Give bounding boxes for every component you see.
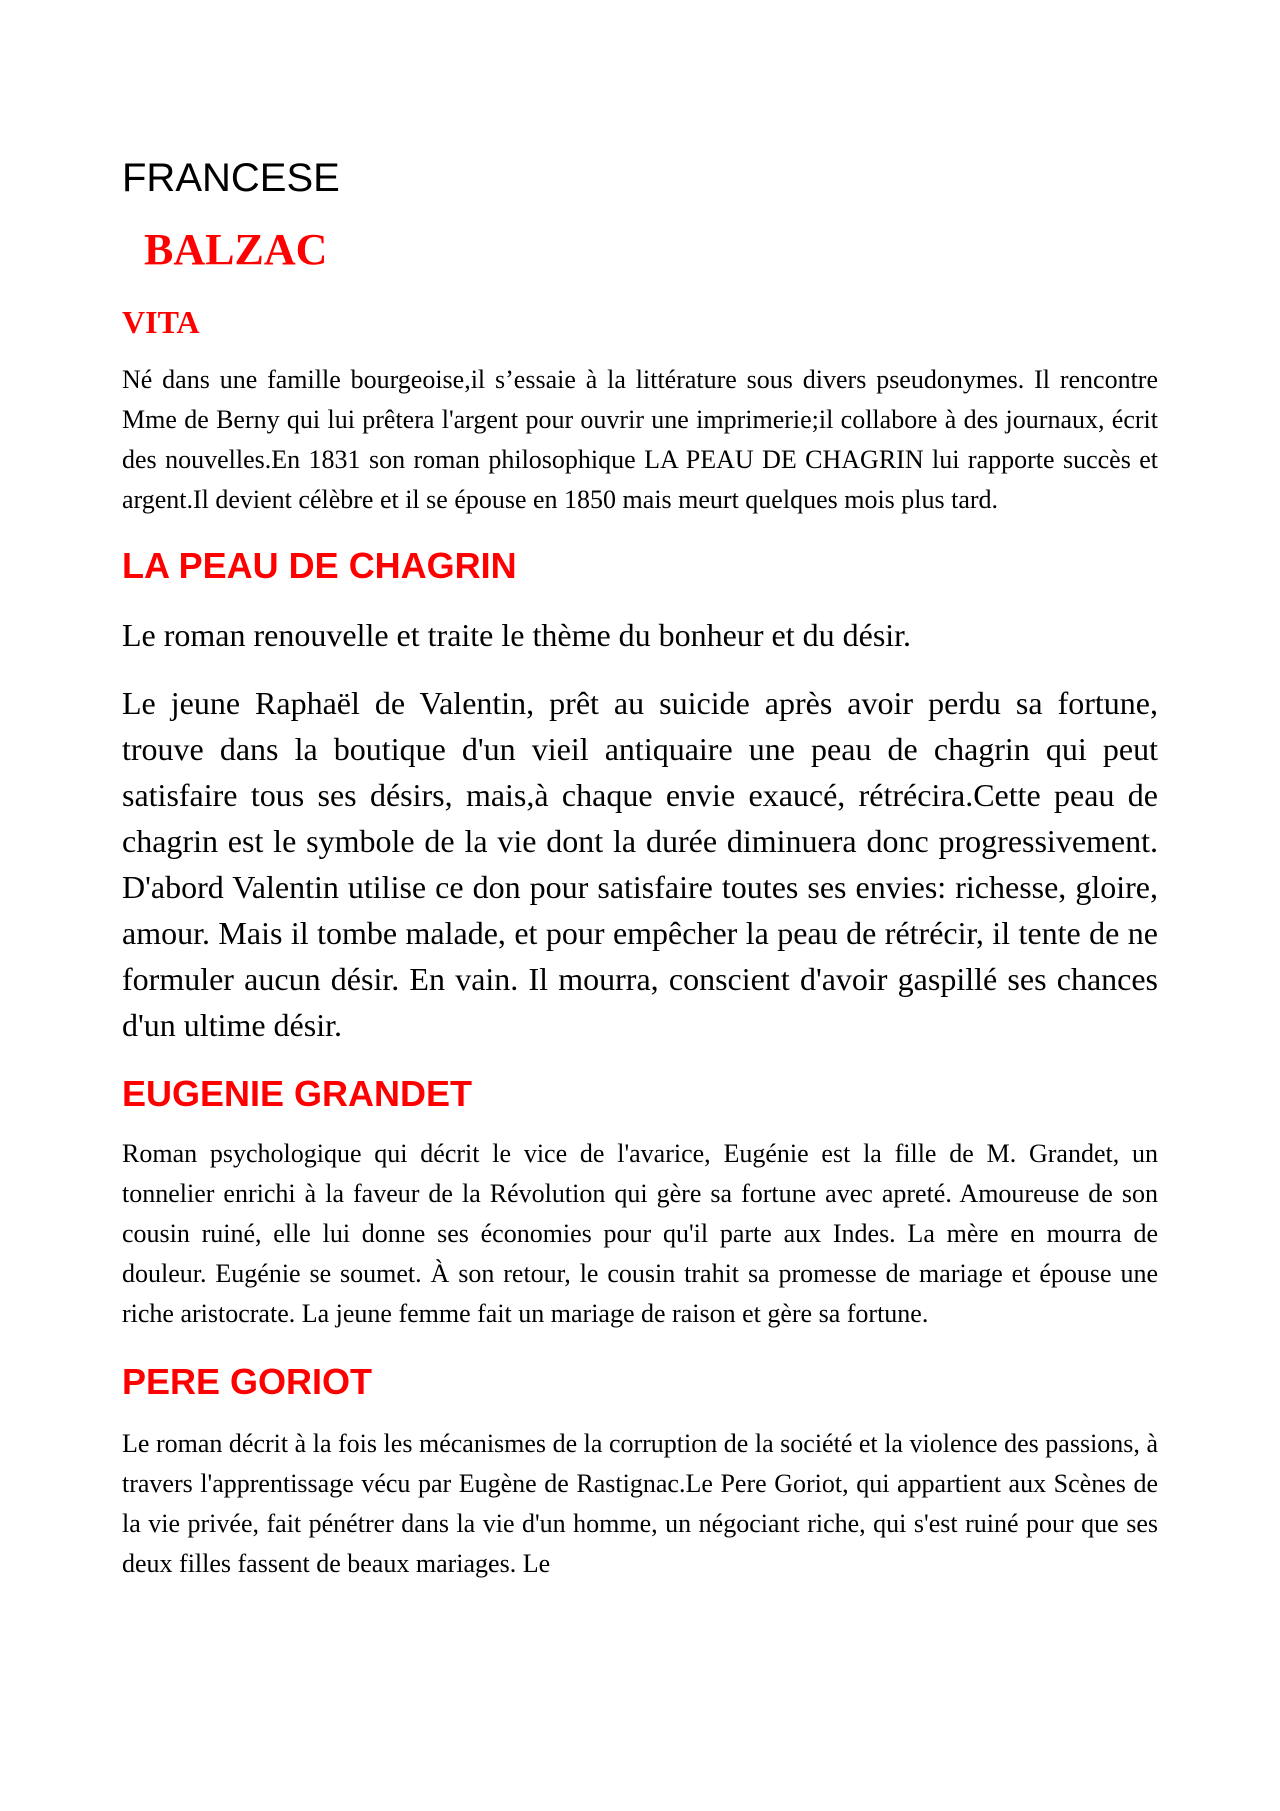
section-text-pere-goriot: Le roman décrit à la fois les mécanismes de la corruption de la société et la violence des passions, à travers l'apprentissage vécu par Eugène de Rastignac.Le Pere Goriot, qui appartient aux Scènes de la vie privée, fait pénétrer dans la vie d'un homme, un négociant riche, qui s'est ruiné pour que ses deux filles fassent de beaux mariages. Le [122,1429,1158,1578]
section-text-eugenie-grandet: Roman psychologique qui décrit le vice de l'avarice, Eugénie est la fille de M. Grandet, un tonnelier enrichi à la faveur de la Révolution qui gère sa fortune avec apreté. Amoureuse de son cousin ruiné, elle lui donne ses économies pour qu'il parte aux Indes. La mère en mourra de douleur. Eugénie se soumet. À son retour, le cousin trahit sa promesse de mariage et épouse une riche aristocrate. La jeune femme fait un mariage de raison et gère sa fortune. [122,1139,1158,1328]
section-heading-eugenie-grandet: EUGENIE GRANDET [122,1073,473,1114]
document-content [122,150,1158,1584]
author-title: BALZAC [144,225,328,274]
subject-title: FRANCESE [122,156,340,200]
section-heading-peau-de-chagrin: LA PEAU DE CHAGRIN [122,545,517,586]
section-text-vita: Né dans une famille bourgeoise,il s’essaie à la littérature sous divers pseudonymes. Il rencontre Mme de Berny qui lui prêtera l'argent pour ouvrir une imprimerie;il collabore à des journaux, écrit des nouvelles.En 1831 son roman philosophique LA PEAU DE CHAGRIN lui rapporte succès et argent.Il devient célèbre et il se épouse en 1850 mais meurt quelques mois plus tard. [122,365,1158,514]
section-intro-peau-de-chagrin: Le roman renouvelle et traite le thème du bonheur et du désir. [122,617,912,653]
section-heading-pere-goriot: PERE GORIOT [122,1361,373,1402]
section-heading-vita: VITA [122,304,200,340]
section-text-peau-de-chagrin: Le jeune Raphaël de Valentin, prêt au suicide après avoir perdu sa fortune, trouve dans la boutique d'un vieil antiquaire une peau de chagrin qui peut satisfaire tous ses désirs, mais,à chaque envie exaucé, rétrécira.Cette peau de chagrin est le symbole de la vie dont la durée diminuera donc progressivement. D'abord Valentin utilise ce don pour satisfaire toutes ses envies: richesse, gloire, amour. Mais il tombe malade, et pour empêcher la peau de rétrécir, il tente de ne formuler aucun désir. En vain. Il mourra, conscient d'avoir gaspillé ses chances d'un ultime désir. [122,685,1158,1043]
